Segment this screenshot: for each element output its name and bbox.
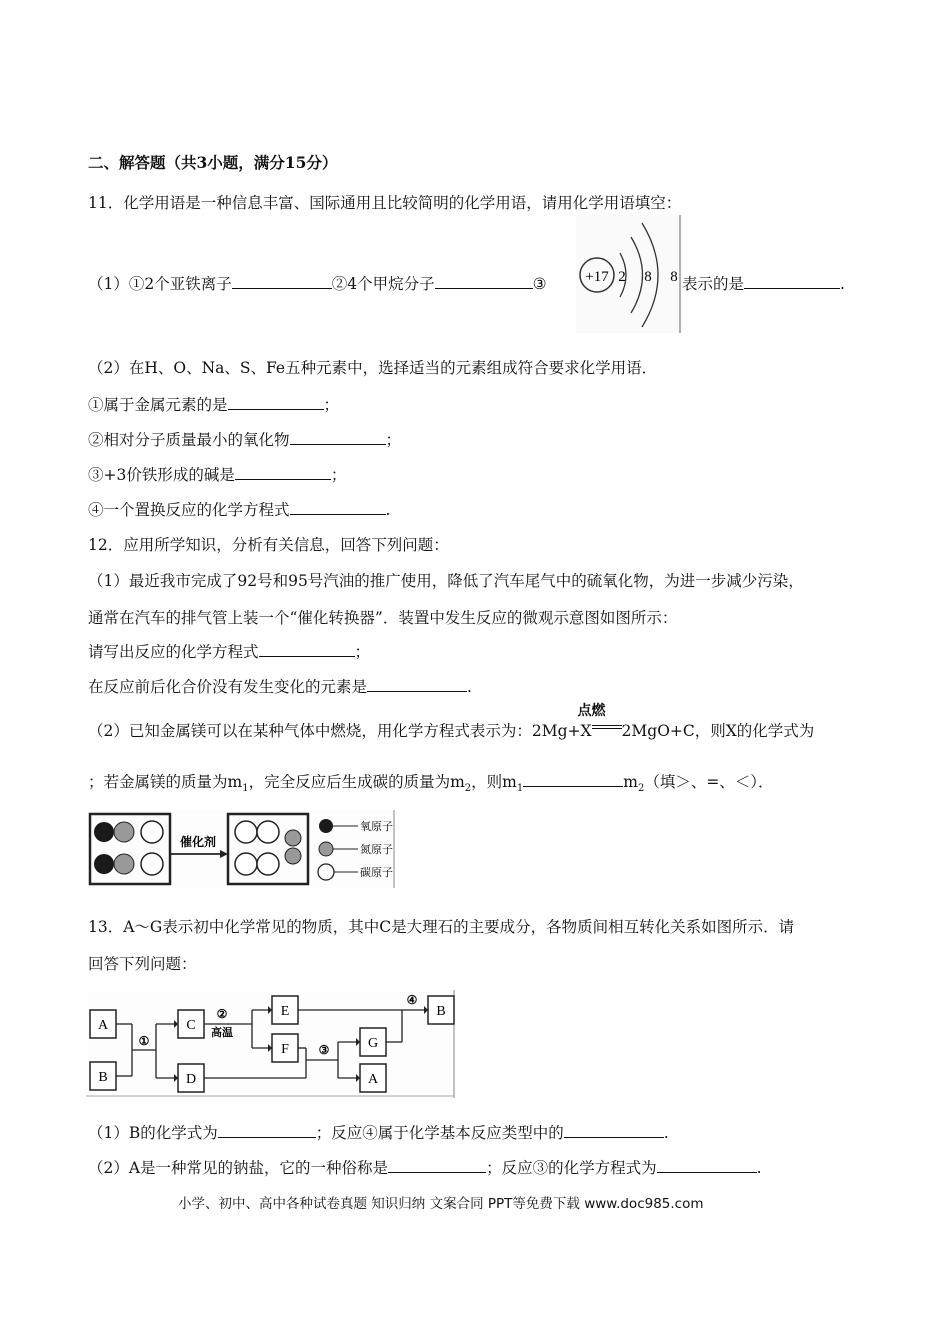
q12-p2-line2-c: ，则m <box>471 773 517 791</box>
q13-stem-line2: 回答下列问题： <box>88 955 197 973</box>
oxygen-atom <box>94 854 114 874</box>
reaction-condition-label: 点燃 <box>577 703 606 719</box>
page-footer: 小学、初中、高中各种试卷真题 知识归纳 文案合同 PPT等免费下载 www.doc985.com <box>178 1196 704 1212</box>
q11-item-2-text: ②相对分子质量最小的氧化物 <box>88 431 290 449</box>
q13-a2-mid: ；反应③的化学方程式为 <box>486 1159 657 1177</box>
q12-p1-line4 <box>88 675 472 697</box>
node-g-label: G <box>367 1036 379 1051</box>
legend-carbon-swatch <box>318 864 334 880</box>
reaction-2-label: ② <box>216 1007 228 1021</box>
subscript: 2 <box>637 783 645 795</box>
q11-item-1-text: ①属于金属元素的是 <box>88 396 228 414</box>
answer-blank[interactable] <box>435 274 533 289</box>
q11-p1-c: ③ <box>532 275 547 293</box>
q12-p1-line2: 通常在汽车的排气管上装一个“催化转换器”．装置中发生反应的微观示意图如图所示： <box>88 609 678 627</box>
carbon-atom <box>235 853 257 875</box>
q12-p1-line4-text: 在反应前后化合价没有发生变化的元素是 <box>88 678 368 696</box>
q11-item-4-end: . <box>385 501 391 519</box>
q11-item-4-text: ④一个置换反应的化学方程式 <box>88 501 290 519</box>
nitrogen-atom <box>114 854 134 874</box>
q11-p1-end: . <box>840 275 845 293</box>
q11-item-3-text: ③+3价铁形成的碱是 <box>88 466 235 484</box>
carbon-atom <box>257 853 279 875</box>
catalyst-label: 催化剂 <box>179 835 217 849</box>
answer-blank[interactable] <box>235 465 331 480</box>
q13-a1-text: （1）B的化学式为 <box>88 1124 218 1142</box>
shell-1-count: 2 <box>618 269 626 285</box>
q13-answer-1 <box>88 1121 669 1143</box>
q12-stem: 12．应用所学知识，分析有关信息，回答下列问题： <box>88 536 449 554</box>
q11-part1-line <box>88 272 547 294</box>
shell-2-count: 8 <box>644 269 652 285</box>
legend-nitrogen-swatch <box>319 842 333 856</box>
q11-item-4 <box>88 498 390 520</box>
q12-p1-line4-end: . <box>467 678 472 696</box>
node-a-label: A <box>97 1018 109 1033</box>
carbon-atom <box>235 821 257 843</box>
q11-item-3-end: ； <box>330 466 347 484</box>
q11-p1-a: （1）①2个亚铁离子 <box>88 275 232 293</box>
node-d-label: D <box>185 1072 197 1087</box>
answer-blank[interactable] <box>232 274 332 289</box>
nitrogen-atom <box>285 830 301 846</box>
node-e-label: E <box>280 1004 290 1019</box>
q13-answer-2 <box>88 1156 762 1178</box>
nitrogen-atom <box>114 822 134 842</box>
carbon-atom <box>141 821 163 843</box>
high-temperature-label: 高温 <box>211 1027 233 1039</box>
legend-oxygen-label: 氧原子 <box>360 821 393 833</box>
section-title: 二、解答题（共3小题，满分15分） <box>88 153 338 172</box>
nitrogen-atom <box>285 848 301 864</box>
q12-p1-line3-end: ； <box>354 643 371 661</box>
q11-item-2 <box>88 428 401 450</box>
q12-p1-line3-text: 请写出反应的化学方程式 <box>88 643 259 661</box>
legend-nitrogen-label: 氮原子 <box>360 844 393 856</box>
shell-3-count: 8 <box>670 269 678 285</box>
q11-part2-stem: （2）在H、O、Na、S、Fe五种元素中，选择适当的元素组成符合要求化学用语． <box>88 359 658 377</box>
q12-p1-line3 <box>88 640 370 662</box>
q11-stem: 11．化学用语是一种信息丰富、国际通用且比较简明的化学用语，请用化学用语填空： <box>88 194 682 212</box>
q12-p2-line1 <box>88 703 815 741</box>
q13-a1-end: . <box>663 1124 669 1142</box>
node-b-label: B <box>98 1070 108 1085</box>
q11-item-1-end: ； <box>323 396 340 414</box>
answer-blank[interactable] <box>290 430 386 445</box>
substance-flow-chart <box>86 990 458 1098</box>
q12-p2-line2-d: m <box>623 773 638 791</box>
answer-blank[interactable] <box>259 642 355 657</box>
q13-a2-text: （2）A是一种常见的钠盐，它的一种俗称是 <box>88 1159 389 1177</box>
answer-blank[interactable] <box>228 395 324 410</box>
answer-blank[interactable] <box>744 274 840 289</box>
subscript: 2 <box>464 783 472 795</box>
q13-a1-mid: ；反应④属于化学基本反应类型中的 <box>315 1124 564 1142</box>
q11-item-2-end: ； <box>385 431 402 449</box>
q12-p2-b: 2MgO+C，则X的化学式为 <box>621 722 815 740</box>
q11-item-1 <box>88 393 339 415</box>
reaction-condition-arrow <box>577 703 622 736</box>
node-f-label: F <box>281 1042 289 1057</box>
node-a-product-label: A <box>367 1072 379 1087</box>
answer-blank[interactable] <box>367 677 467 692</box>
q12-p1-line1: （1）最近我市完成了92号和95号汽油的推广使用，降低了汽车尾气中的硫氧化物，为进一步减少污染， <box>88 572 804 590</box>
q12-p2-a: （2）已知金属镁可以在某种气体中燃烧，用化学方程式表示为：2Mg+X <box>88 722 592 740</box>
atom-structure-diagram <box>576 215 682 333</box>
legend-oxygen-swatch <box>319 819 333 833</box>
subscript: 1 <box>516 783 524 795</box>
reaction-3-label: ③ <box>318 1043 330 1057</box>
node-c-label: C <box>186 1018 196 1033</box>
q13-a2-end: . <box>756 1159 762 1177</box>
answer-blank[interactable] <box>218 1123 316 1138</box>
nucleus-charge: +17 <box>585 269 609 285</box>
reaction-1-label: ① <box>138 1034 150 1048</box>
answer-blank[interactable] <box>388 1158 486 1173</box>
answer-blank[interactable] <box>657 1158 757 1173</box>
legend-carbon-label: 碳原子 <box>360 867 393 879</box>
catalytic-reaction-diagram <box>86 810 398 888</box>
q11-part1-tail <box>682 272 845 294</box>
subscript: 1 <box>242 783 249 795</box>
q12-p2-line2-a: ；若金属镁的质量为m <box>88 773 243 791</box>
q12-p2-line2-b: ，完全反应后生成碳的质量为m <box>248 773 465 791</box>
carbon-atom <box>257 821 279 843</box>
answer-blank[interactable] <box>290 500 386 515</box>
reaction-4-label: ④ <box>406 993 418 1007</box>
q11-item-3 <box>88 463 346 485</box>
carbon-atom <box>141 853 163 875</box>
q13-stem-line1: 13．A～G表示初中化学常见的物质，其中C是大理石的主要成分，各物质间相互转化关系如图所示．请 <box>88 918 795 936</box>
answer-blank[interactable] <box>564 1123 664 1138</box>
q11-p1-d: 表示的是 <box>682 275 745 293</box>
q12-p2-line2 <box>88 770 774 794</box>
q12-p2-line2-e: （填＞、=、＜）． <box>644 773 774 791</box>
oxygen-atom <box>94 822 114 842</box>
answer-blank[interactable] <box>523 772 623 787</box>
q11-p1-b: ②4个甲烷分子 <box>331 275 435 293</box>
node-b-product-label: B <box>436 1004 446 1019</box>
